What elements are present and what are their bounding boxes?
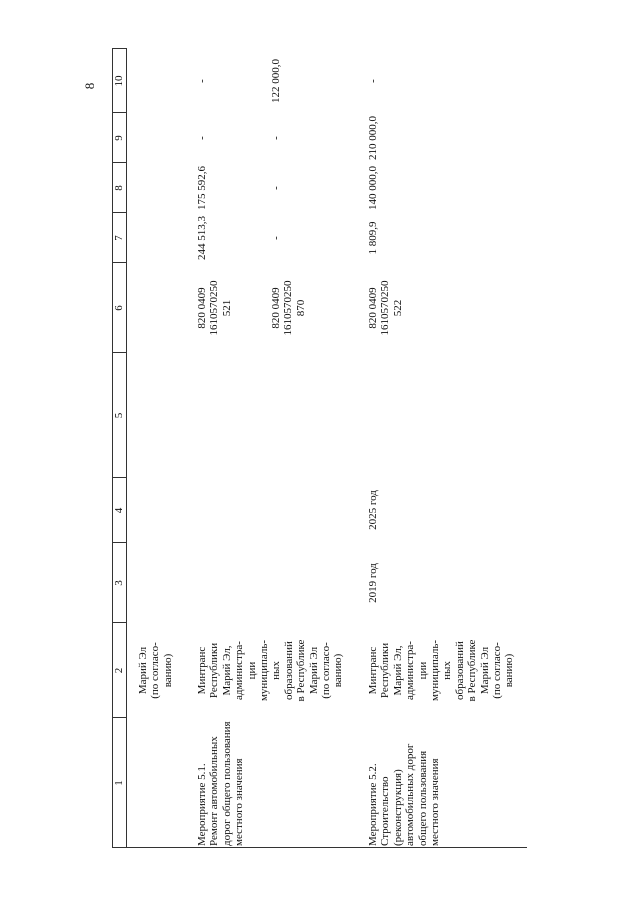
executor-5-2: Минтранс Республики Марий Эл, администра- ции муниципаль- ных образований в Республике Марий Эл (по согласо- ванию) [367,639,516,702]
value-col9: 210 000,0 [367,116,379,160]
column-number: 7 [113,235,125,241]
value-col8: - [270,186,282,190]
column-number: 4 [113,507,125,514]
value-col10: 122 000,0 [270,59,282,103]
kbk-5-1-b: 820 0409 1610570250 870 [270,280,307,336]
event-5-1: Мероприятие 5.1. Ремонт автомобильных дорог общего пользования местного значения [196,721,246,846]
value-col7: - [270,236,282,240]
value-col10: - [367,79,379,83]
column-number: 8 [113,185,125,191]
column-number: 1 [113,780,125,786]
column-number: 10 [113,75,125,87]
value-col8: 175 592,6 [196,166,208,210]
executor-5-1: Минтранс Республики Марий Эл, администра- ции муниципаль- ных образований в Республике Марий Эл (по согласо- ванию) [196,639,345,702]
value-col9: - [270,136,282,140]
header-line [126,48,127,848]
value-col9: - [196,136,208,140]
column-number: 9 [113,135,125,141]
value-col10: - [196,79,208,83]
kbk-5-2: 820 0409 1610570250 522 [367,280,404,336]
value-col7: 1 809,9 [367,221,379,255]
page-number: 8 [82,82,97,90]
start-year: 2019 год [367,563,379,603]
event-5-2: Мероприятие 5.2. Строительство (реконструкция) автомобильных дорог общего пользования местного значения [367,743,442,846]
column-number: 5 [113,412,125,419]
end-year: 2025 год [367,490,379,530]
rotated-table [112,48,527,848]
col-border [112,847,527,848]
column-number: 6 [113,305,125,311]
column-number: 2 [113,667,125,674]
value-col7: 244 513,3 [196,216,208,260]
value-col8: 140 000,0 [367,166,379,210]
executor-continuation: Марий Эл (по согласо- ванию) [137,642,174,699]
kbk-5-1-a: 820 0409 1610570250 521 [196,280,233,336]
column-number: 3 [113,580,125,586]
